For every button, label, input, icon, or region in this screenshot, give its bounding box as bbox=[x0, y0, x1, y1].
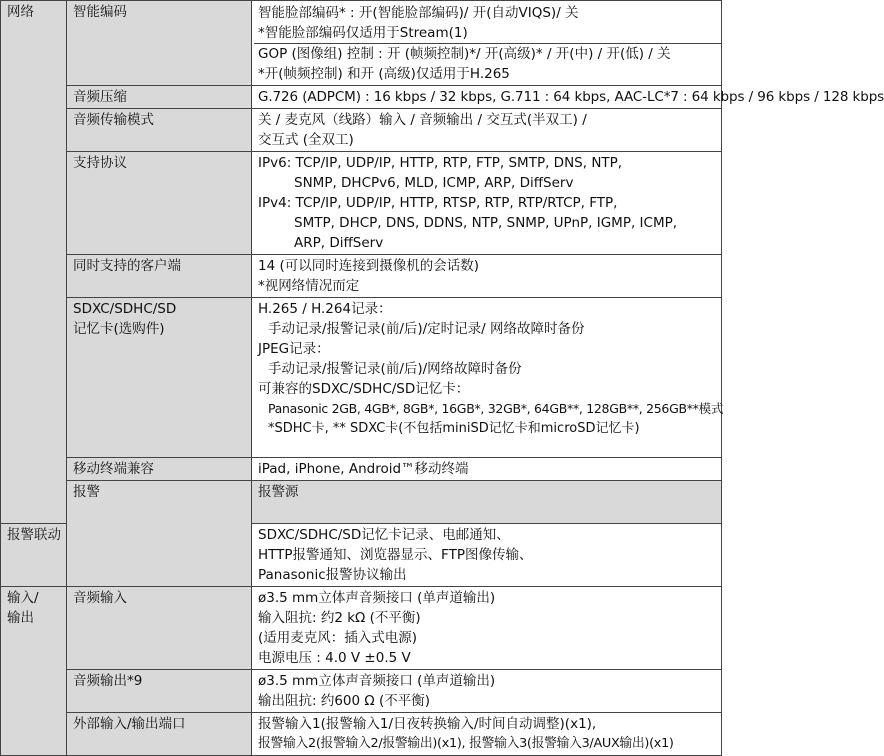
row-protocols bbox=[1, 152, 722, 255]
audio-output-line-2: 输出阻抗: 约600 Ω (不平衡) bbox=[258, 693, 431, 709]
label-sd-card: SDXC/SDHC/SD 记忆卡(选购件) bbox=[67, 298, 252, 458]
smart-coding-line-2: *智能脸部编码仅适用于Stream(1) bbox=[258, 25, 468, 41]
ext-io-line-1: 报警输入1(报警输入1/日夜转换输入/时间自动调整)(x1), bbox=[258, 716, 597, 732]
smart-coding-line-3: GOP (图像组) 控制 : 开 (帧频控制)*/ 开(高级)* / 开(中) / 开(低) / 关 bbox=[254, 43, 721, 64]
protocols-line-1: IPv6: TCP/IP, UDP/IP, HTTP, RTP, FTP, SMTP, DNS, NTP, bbox=[258, 155, 623, 171]
row-audio-compression bbox=[1, 86, 722, 109]
value-ext-io bbox=[252, 713, 722, 756]
row-smart-coding bbox=[1, 1, 722, 86]
category-network: 网络 bbox=[1, 1, 67, 524]
ext-io-line-2: 报警输入2(报警输入2/报警输出)(x1), 报警输入3(报警输入3/AUX输出)(x1) bbox=[258, 736, 674, 751]
label-alarm-action: 报警联动 bbox=[1, 524, 67, 587]
row-ext-io bbox=[1, 713, 722, 756]
label-alarm-source: 报警源 bbox=[252, 481, 722, 524]
alarm-action-line-1: SDXC/SDHC/SD记忆卡记录、电邮通知、 bbox=[258, 527, 510, 543]
label-audio-input: 音频输入 bbox=[67, 587, 252, 670]
value-clients bbox=[252, 255, 722, 298]
audio-input-line-1: ø3.5 mm立体声音频接口 (单声道输出) bbox=[258, 590, 496, 606]
row-alarm-source bbox=[1, 481, 722, 524]
label-audio-compression: 音频压缩 bbox=[67, 86, 252, 109]
protocols-line-2: SNMP, DHCPv6, MLD, ICMP, ARP, DiffServ bbox=[294, 175, 574, 191]
row-clients bbox=[1, 255, 722, 298]
value-audio-mode bbox=[252, 109, 722, 152]
sd-card-line-5: 可兼容的SDXC/SDHC/SD记忆卡： bbox=[258, 381, 470, 397]
sd-card-line-3: JPEG记录： bbox=[258, 341, 330, 357]
clients-line-2: *视网络情况而定 bbox=[258, 278, 360, 294]
value-alarm-action bbox=[252, 524, 722, 587]
label-audio-mode: 音频传输模式 bbox=[67, 109, 252, 152]
sd-card-line-2: 手动记录/报警记录(前/后)/定时记录/ 网络故障时备份 bbox=[268, 321, 585, 337]
category-alarm: 报警 bbox=[67, 481, 252, 587]
label-protocols: 支持协议 bbox=[67, 152, 252, 255]
label-audio-output: 音频输出*9 bbox=[67, 670, 252, 713]
row-audio-mode bbox=[1, 109, 722, 152]
value-audio-output bbox=[252, 670, 722, 713]
protocols-line-4: SMTP, DHCP, DNS, DDNS, NTP, SNMP, UPnP, IGMP, ICMP, bbox=[294, 215, 678, 231]
value-audio-input bbox=[252, 587, 722, 670]
sd-card-line-6: Panasonic 2GB, 4GB*, 8GB*, 16GB*, 32GB*, 64GB**, 128GB**, 256GB**模式 bbox=[268, 401, 724, 416]
row-audio-output bbox=[1, 670, 722, 713]
value-protocols bbox=[252, 152, 722, 255]
label-mobile: 移动终端兼容 bbox=[67, 458, 252, 481]
row-mobile bbox=[1, 458, 722, 481]
smart-coding-line-1: 智能脸部编码* : 开(智能脸部编码)/ 开(自动VIQS)/ 关 bbox=[258, 5, 579, 21]
value-audio-compression: G.726 (ADPCM) : 16 kbps / 32 kbps, G.711 : 64 kbps, AAC-LC*7 : 64 kbps / 96 kbps / 128 kbps bbox=[252, 86, 722, 109]
audio-mode-line-2: 交互式 (全双工) bbox=[258, 132, 354, 148]
sd-card-line-4: 手动记录/报警记录(前/后)/网络故障时备份 bbox=[268, 361, 522, 377]
protocols-line-3: IPv4: TCP/IP, UDP/IP, HTTP, RTSP, RTP, RTP/RTCP, FTP, bbox=[258, 195, 618, 211]
category-io: 输入/ 输出 bbox=[1, 587, 67, 756]
label-clients: 同时支持的客户端 bbox=[67, 255, 252, 298]
audio-output-line-1: ø3.5 mm立体声音频接口 (单声道输出) bbox=[258, 673, 496, 689]
label-ext-io: 外部输入/输出端口 bbox=[67, 713, 252, 756]
protocols-line-5: ARP, DiffServ bbox=[294, 235, 384, 251]
value-mobile: iPad, iPhone, Android™移动终端 bbox=[252, 458, 722, 481]
row-audio-input bbox=[1, 587, 722, 670]
value-sd-card bbox=[252, 298, 722, 458]
audio-mode-line-1: 关 / 麦克风（线路）输入 / 音频输出 / 交互式(半双工) / bbox=[258, 112, 587, 128]
clients-line-1: 14 (可以同时连接到摄像机的会话数) bbox=[258, 258, 480, 274]
audio-input-line-2: 输入阻抗: 约2 kΩ (不平衡) bbox=[258, 610, 421, 626]
audio-input-line-4: 电源电压 : 4.0 V ±0.5 V bbox=[258, 650, 411, 666]
sd-card-line-7: *SDHC卡, ** SDXC卡(不包括miniSD记忆卡和microSD记忆卡) bbox=[268, 421, 640, 436]
sd-card-line-1: H.265 / H.264记录： bbox=[258, 301, 392, 317]
value-smart-coding bbox=[252, 1, 722, 86]
smart-coding-line-4: *开(帧频控制) 和开 (高级)仅适用于H.265 bbox=[258, 66, 510, 82]
row-sd-card bbox=[1, 298, 722, 458]
audio-input-line-3: (适用麦克风：插入式电源) bbox=[258, 630, 418, 646]
label-smart-coding: 智能编码 bbox=[67, 1, 252, 86]
alarm-action-line-2: HTTP报警通知、浏览器显示、FTP图像传输、 bbox=[258, 547, 533, 563]
alarm-action-line-3: Panasonic报警协议输出 bbox=[258, 567, 407, 583]
